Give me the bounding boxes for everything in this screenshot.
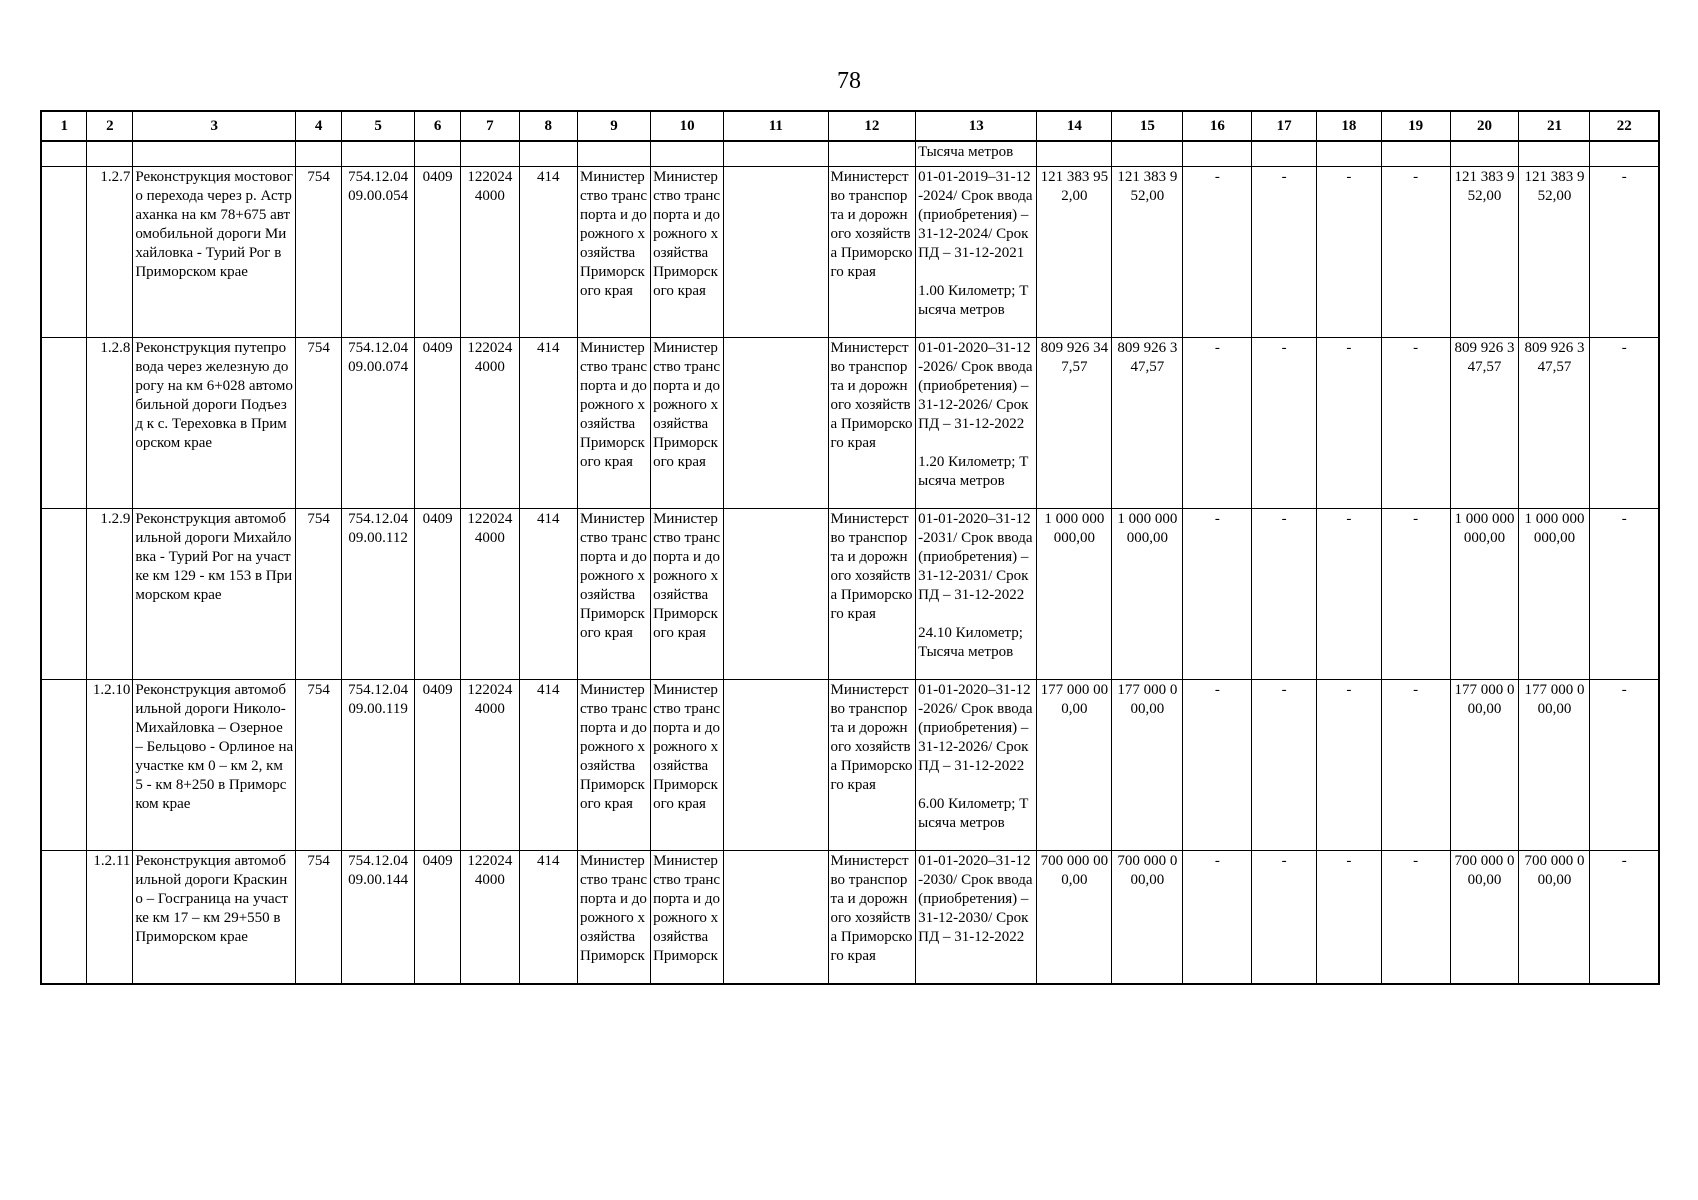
cell-c16: - [1183,338,1252,509]
cell-c21: 809 926 347,57 [1519,338,1590,509]
cell-c14: 809 926 347,57 [1037,338,1112,509]
cell-c15: 1 000 000 000,00 [1112,509,1183,680]
cell-c14: 177 000 000,00 [1037,680,1112,851]
cell-c11 [724,851,828,985]
cell-c19: - [1381,851,1450,985]
cell-c13: 01-01-2020–31-12-2030/ Срок ввода (приобретения) – 31-12-2030/ Срок ПД – 31-12-2022 [916,851,1037,985]
cell-c9: Министерство транспорта и дорожного хозяйства Приморского края [578,167,651,338]
cell-c11 [724,167,828,338]
cell-c17: - [1252,680,1317,851]
cell-c14: 1 000 000 000,00 [1037,509,1112,680]
cell-c4: 754 [296,338,342,509]
col-header: 14 [1037,111,1112,141]
object-name: Реконструкция автомобильной дороги Николо-Михайловка – Озерное – Бельцово - Орлиное на участке км 0 – км 2, км 5 - км 8+250 в Приморском крае [133,680,296,851]
col-header: 20 [1450,111,1519,141]
cell-c1 [41,338,87,509]
col-header: 18 [1316,111,1381,141]
cell-c6: 0409 [415,680,461,851]
col-header: 13 [916,111,1037,141]
cell-c8: 414 [519,338,577,509]
col-header: 16 [1183,111,1252,141]
object-name: Реконструкция мостового перехода через р. Астраханка на км 78+675 автомобильной дороги Михайловка - Турий Рог в Приморском крае [133,167,296,338]
cell-c10: Министерство транспорта и дорожного хозяйства Приморск [651,851,724,985]
cell-c22: - [1590,509,1659,680]
cell-c17: - [1252,338,1317,509]
row-number: 1.2.10 [87,680,133,851]
cell-c10: Министерство транспорта и дорожного хозяйства Приморского края [651,680,724,851]
cell-c16: - [1183,167,1252,338]
cell-c19: - [1381,509,1450,680]
cell-c5: 754.12.04 09.00.112 [342,509,415,680]
cell-c18: - [1316,167,1381,338]
cell-c8: 414 [519,509,577,680]
row-number: 1.2.9 [87,509,133,680]
cell-c19: - [1381,338,1450,509]
cell-c18: - [1316,509,1381,680]
cell-c11 [724,338,828,509]
cell-c17: - [1252,167,1317,338]
col-header: 10 [651,111,724,141]
cell-c10: Министерство транспорта и дорожного хозяйства Приморского края [651,338,724,509]
cell-c14: 700 000 000,00 [1037,851,1112,985]
col-header: 19 [1381,111,1450,141]
cell-c17: - [1252,851,1317,985]
row-number: 1.2.7 [87,167,133,338]
register-table [40,110,1660,985]
col-header: 15 [1112,111,1183,141]
cell-c12: Министерство транспорта и дорожного хозяйства Приморского края [828,509,916,680]
cell-c16: - [1183,680,1252,851]
cell-c7: 122024 4000 [461,509,519,680]
cell-c10: Министерство транспорта и дорожного хозяйства Приморского края [651,509,724,680]
table-row [41,851,1659,985]
cell-c6: 0409 [415,167,461,338]
cell-c1 [41,509,87,680]
cell-c13: 01-01-2019–31-12-2024/ Срок ввода (приобретения) – 31-12-2024/ Срок ПД – 31-12-2021 1.00 Километр; Тысяча метров [916,167,1037,338]
cell-c5: 754.12.04 09.00.119 [342,680,415,851]
cell-c7: 122024 4000 [461,167,519,338]
cell-c8: 414 [519,851,577,985]
page-number: 78 [837,68,861,94]
row-number: 1.2.11 [87,851,133,985]
object-name: Реконструкция автомобильной дороги Михайловка - Турий Рог на участке км 129 - км 153 в Приморском крае [133,509,296,680]
cell-c5: 754.12.04 09.00.054 [342,167,415,338]
cell-c6: 0409 [415,338,461,509]
cell-c20: 177 000 000,00 [1450,680,1519,851]
col-header: 6 [415,111,461,141]
cell-c9: Министерство транспорта и дорожного хозяйства Приморского края [578,509,651,680]
cell-c4: 754 [296,167,342,338]
cell-c22: - [1590,167,1659,338]
cell-c1 [41,851,87,985]
cell-c20: 121 383 952,00 [1450,167,1519,338]
cell-c18: - [1316,680,1381,851]
cell-c20: 700 000 000,00 [1450,851,1519,985]
cell-c7: 122024 4000 [461,338,519,509]
col-header: 5 [342,111,415,141]
cell-c13: 01-01-2020–31-12-2031/ Срок ввода (приобретения) – 31-12-2031/ Срок ПД – 31-12-2022 24.10 Километр; Тысяча метров [916,509,1037,680]
cell-c13: 01-01-2020–31-12-2026/ Срок ввода (приобретения) – 31-12-2026/ Срок ПД – 31-12-2022 1.20 Километр; Тысяча метров [916,338,1037,509]
continuation-unit: Тысяча метров [916,141,1037,167]
cell-c22: - [1590,338,1659,509]
cell-c1 [41,680,87,851]
cell-c4: 754 [296,851,342,985]
cell-c13: 01-01-2020–31-12-2026/ Срок ввода (приобретения) – 31-12-2026/ Срок ПД – 31-12-2022 6.00 Километр; Тысяча метров [916,680,1037,851]
cell-c19: - [1381,680,1450,851]
cell-c6: 0409 [415,509,461,680]
cell-c10: Министерство транспорта и дорожного хозяйства Приморского края [651,167,724,338]
cell-c19: - [1381,167,1450,338]
cell-c20: 1 000 000 000,00 [1450,509,1519,680]
cell-c5: 754.12.04 09.00.074 [342,338,415,509]
col-header: 9 [578,111,651,141]
col-header: 12 [828,111,916,141]
cell-c21: 177 000 000,00 [1519,680,1590,851]
cell-c22: - [1590,851,1659,985]
cell-c7: 122024 4000 [461,680,519,851]
col-header: 4 [296,111,342,141]
col-header: 2 [87,111,133,141]
col-header: 17 [1252,111,1317,141]
cell-c15: 177 000 000,00 [1112,680,1183,851]
cell-c20: 809 926 347,57 [1450,338,1519,509]
cell-c1 [41,167,87,338]
cell-c12: Министерство транспорта и дорожного хозяйства Приморского края [828,338,916,509]
row-number: 1.2.8 [87,338,133,509]
col-header: 3 [133,111,296,141]
cell-c9: Министерство транспорта и дорожного хозяйства Приморск [578,851,651,985]
cell-c15: 809 926 347,57 [1112,338,1183,509]
cell-c8: 414 [519,167,577,338]
cell-c14: 121 383 952,00 [1037,167,1112,338]
cell-c22: - [1590,680,1659,851]
col-header: 1 [41,111,87,141]
col-header: 22 [1590,111,1659,141]
table-row [41,680,1659,851]
cell-c12: Министерство транспорта и дорожного хозяйства Приморского края [828,680,916,851]
cell-c16: - [1183,851,1252,985]
table-row [41,509,1659,680]
cell-c6: 0409 [415,851,461,985]
cell-c18: - [1316,851,1381,985]
cell-c4: 754 [296,680,342,851]
header-row [41,111,1659,141]
table-row [41,167,1659,338]
cell-c18: - [1316,338,1381,509]
col-header: 11 [724,111,828,141]
cell-c15: 700 000 000,00 [1112,851,1183,985]
cell-c21: 700 000 000,00 [1519,851,1590,985]
cell-c5: 754.12.04 09.00.144 [342,851,415,985]
cell-c16: - [1183,509,1252,680]
cell-c9: Министерство транспорта и дорожного хозяйства Приморского края [578,338,651,509]
cell-c21: 1 000 000 000,00 [1519,509,1590,680]
object-name: Реконструкция путепровода через железную дорогу на км 6+028 автомобильной дороги Подъезд к с. Тереховка в Приморском крае [133,338,296,509]
col-header: 7 [461,111,519,141]
cell-c12: Министерство транспорта и дорожного хозяйства Приморского края [828,851,916,985]
col-header: 8 [519,111,577,141]
cell-c4: 754 [296,509,342,680]
object-name: Реконструкция автомобильной дороги Краскино – Госграница на участке км 17 – км 29+550 в Приморском крае [133,851,296,985]
cell-c11 [724,509,828,680]
cell-c11 [724,680,828,851]
col-header: 21 [1519,111,1590,141]
cell-c9: Министерство транспорта и дорожного хозяйства Приморского края [578,680,651,851]
cell-c7: 122024 4000 [461,851,519,985]
continuation-row [41,141,1659,167]
table-row [41,338,1659,509]
cell-c12: Министерство транспорта и дорожного хозяйства Приморского края [828,167,916,338]
cell-c15: 121 383 952,00 [1112,167,1183,338]
cell-c8: 414 [519,680,577,851]
cell-c21: 121 383 952,00 [1519,167,1590,338]
cell-c17: - [1252,509,1317,680]
